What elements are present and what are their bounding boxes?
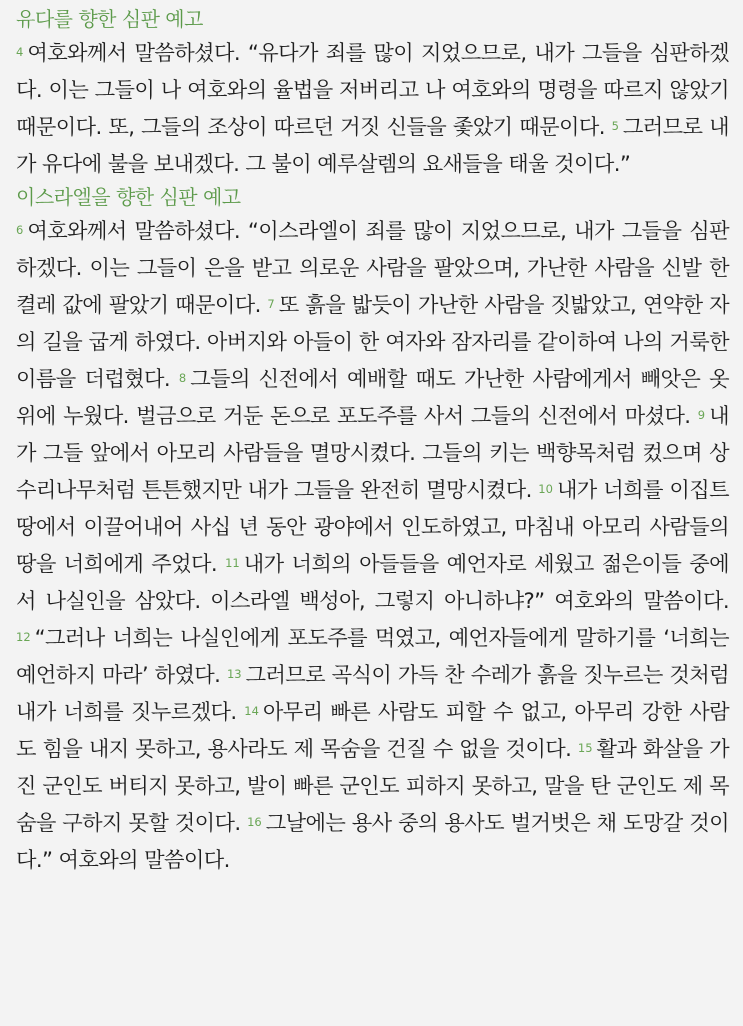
verse-text: 그러므로 내가 유다에 불을 보내겠다. 그 불이 예루살렘의 요새들을 태울 것이다.”	[16, 114, 729, 176]
verse-text: 내가 그들 앞에서 아모리 사람들을 멸망시켰다. 그들의 키는 백향목처럼 컸으며 상수리나무처럼 튼튼했지만 내가 그들을 완전히 멸망시켰다.	[16, 403, 729, 502]
verse-number: 8	[178, 371, 187, 385]
verse-text: 활과 화살을 가진 군인도 버티지 못하고, 발이 빠른 군인도 피하지 못하고, 말을 탄 군인도 제 목숨을 구하지 못할 것이다.	[16, 736, 729, 835]
verse-text: 그날에는 용사 중의 용사도 벌거벗은 채 도망갈 것이다.” 여호와의 말씀이다.	[16, 810, 729, 872]
verse-number: 13	[226, 667, 242, 681]
verse-number: 6	[16, 223, 24, 237]
verse-number: 5	[611, 119, 619, 133]
verse-text: 내가 너희의 아들들을 예언자로 세웠고 젊은이들 중에서 나실인을 삼았다. 이스라엘 백성아, 그렇지 아니하냐?” 여호와의 말씀이다.	[16, 551, 729, 613]
verse-number: 10	[538, 482, 553, 496]
section-body-israel	[16, 212, 729, 878]
verse-text: 그러므로 곡식이 가득 찬 수레가 흙을 짓누르는 것처럼 내가 너희를 짓누르겠다.	[16, 662, 729, 724]
verse-number: 4	[16, 45, 24, 59]
section-heading-judah: 유다를 향한 심판 예고	[16, 7, 203, 31]
verse-number: 16	[247, 815, 262, 829]
verse-text: 여호와께서 말씀하셨다. “이스라엘이 죄를 많이 지었으므로, 내가 그들을 심판하겠다. 이는 그들이 은을 받고 의로운 사람을 팔았으며, 가난한 사람을 신발 한 켤레 값에 팔았기 때문이다.	[16, 218, 729, 317]
verse-number: 15	[577, 741, 593, 755]
verse-text: 여호와께서 말씀하셨다. “유다가 죄를 많이 지었으므로, 내가 그들을 심판하겠다. 이는 그들이 나 여호와의 율법을 저버리고 나 여호와의 명령을 따르지 않았기 때문이다. 또, 그들의 조상이 따르던 거짓 신들을 좇았기 때문이다.	[16, 40, 729, 139]
section-body-judah	[16, 34, 729, 182]
verse-text: 또 흙을 밟듯이 가난한 사람을 짓밟았고, 연약한 자의 길을 굽게 하였다. 아버지와 아들이 한 여자와 잠자리를 같이하여 나의 거룩한 이름을 더럽혔다.	[16, 292, 729, 391]
verse-number: 9	[697, 408, 706, 422]
verse-text: 아무리 빠른 사람도 피할 수 없고, 아무리 강한 사람도 힘을 내지 못하고, 용사라도 제 목숨을 건질 수 없을 것이다.	[16, 699, 729, 761]
verse-text: “그러나 너희는 나실인에게 포도주를 먹였고, 예언자들에게 말하기를 ‘너희는 예언하지 마라’ 하였다.	[16, 625, 729, 687]
verse-number: 14	[244, 704, 259, 718]
verse-number: 11	[225, 556, 240, 570]
verse-number: 12	[16, 630, 31, 644]
verse-number: 7	[267, 297, 275, 311]
section-heading-israel: 이스라엘을 향한 심판 예고	[16, 185, 241, 209]
verse-text: 그들의 신전에서 예배할 때도 가난한 사람에게서 빼앗은 옷 위에 누웠다. 벌금으로 거둔 돈으로 포도주를 사서 그들의 신전에서 마셨다.	[16, 366, 729, 428]
verse-text: 내가 너희를 이집트 땅에서 이끌어내어 사십 년 동안 광야에서 인도하였고, 마침내 아모리 사람들의 땅을 너희에게 주었다.	[16, 477, 729, 576]
